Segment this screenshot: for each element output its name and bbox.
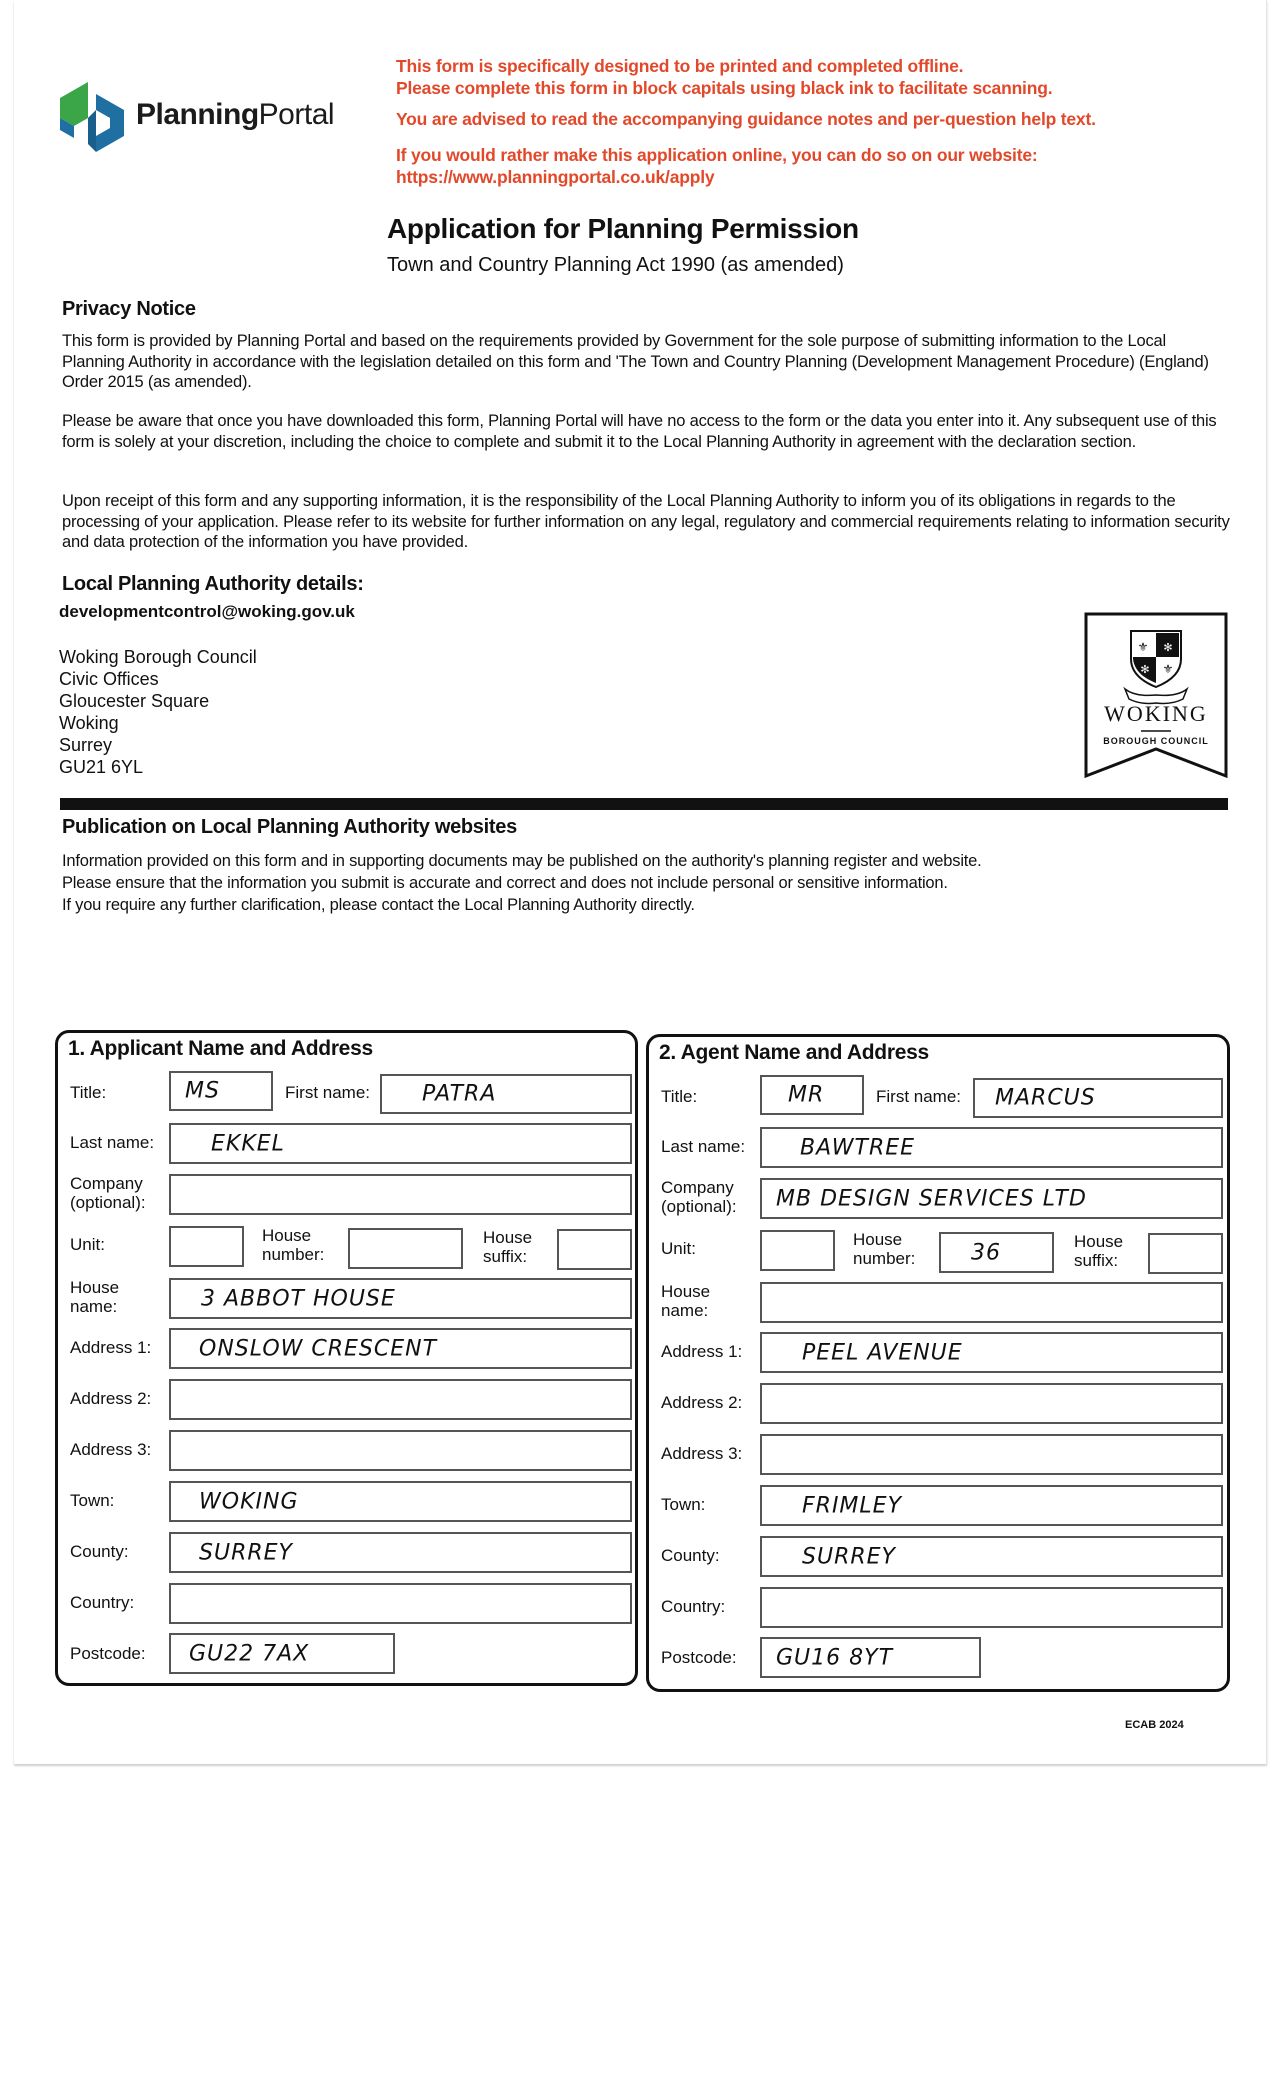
publication-heading: Publication on Local Planning Authority websites — [62, 816, 517, 838]
logo-wordmark — [136, 98, 334, 132]
lpa-email[interactable]: developmentcontrol@woking.gov.uk — [59, 602, 355, 621]
agent-address2-field[interactable] — [760, 1383, 1223, 1424]
county-label: County: — [70, 1542, 129, 1561]
house-number-label-line1: House — [853, 1230, 903, 1249]
privacy-paragraph-1: This form is provided by Planning Portal and based on the requirements provided by Government for the sole purpose of submitting information to the Local Planning Authority in accordance with the legislation detailed on this form and 'The Town and Country Planning (Development Management Procedure) (England) Order 2015 (as amended). — [62, 332, 1209, 391]
house-number-label-line2: number: — [262, 1245, 325, 1264]
applicant-last-name-field[interactable] — [169, 1123, 632, 1164]
house-number-label — [853, 1230, 915, 1268]
logo-bold-text: Planning — [136, 98, 259, 131]
address1-label: Address 1: — [70, 1338, 152, 1357]
applicant-country-field[interactable] — [169, 1583, 632, 1624]
crest-banner-icon — [1083, 611, 1229, 779]
online-link[interactable]: https://www.planningportal.co.uk/apply — [396, 167, 715, 187]
page-title: Application for Planning Permission — [387, 213, 859, 244]
agent-house-name-field[interactable] — [760, 1282, 1223, 1323]
agent-last-name-field[interactable] — [760, 1127, 1223, 1168]
applicant-last-name-value: EKKEL — [211, 1131, 285, 1156]
postcode-label: Postcode: — [661, 1648, 737, 1667]
house-name-label-line1: House — [70, 1278, 120, 1297]
agent-title-value: MR — [788, 1082, 825, 1108]
privacy-paragraph-3: Upon receipt of this form and any supporting information, it is the responsibility of the Local Planning Authority to inform you of its obligations in regards to the processing of your application. Please refer to its website for further information on any legal, regulatory and commercial requirements relating to information security and data protection of the information you have provided. — [62, 492, 1230, 551]
agent-title-field[interactable] — [760, 1075, 864, 1115]
house-suffix-label-line1: House — [483, 1228, 533, 1247]
planning-portal-logo-icon — [58, 78, 128, 154]
applicant-county-field[interactable] — [169, 1532, 632, 1573]
planning-portal-logo — [58, 78, 358, 158]
last-name-label: Last name: — [70, 1133, 155, 1152]
title-label: Title: — [661, 1087, 698, 1106]
applicant-postcode-value: GU22 7AX — [189, 1641, 310, 1666]
applicant-title-value: MS — [185, 1078, 220, 1104]
svg-text:✻: ✻ — [1163, 642, 1173, 654]
unit-label: Unit: — [661, 1239, 696, 1258]
agent-country-field[interactable] — [760, 1587, 1223, 1628]
house-suffix-label — [1074, 1232, 1123, 1270]
agent-house-number-field[interactable] — [939, 1232, 1054, 1273]
last-name-label: Last name: — [661, 1137, 746, 1156]
agent-town-field[interactable] — [760, 1485, 1223, 1526]
applicant-address1-field[interactable] — [169, 1328, 632, 1369]
agent-first-name-value: MARCUS — [995, 1085, 1096, 1111]
house-name-label-line2: name: — [70, 1297, 118, 1316]
applicant-first-name-field[interactable] — [380, 1074, 632, 1114]
agent-address1-field[interactable] — [760, 1332, 1223, 1373]
country-label: Country: — [661, 1597, 726, 1616]
country-label: Country: — [70, 1593, 135, 1612]
agent-postcode-value: GU16 8YT — [776, 1645, 894, 1670]
page-subtitle: Town and Country Planning Act 1990 (as amended) — [387, 254, 844, 276]
house-name-label — [70, 1278, 119, 1316]
applicant-address3-field[interactable] — [169, 1430, 632, 1471]
lpa-address-line: Surrey — [59, 735, 113, 755]
lpa-address — [59, 646, 257, 778]
company-label-line2: (optional): — [70, 1193, 146, 1212]
company-label-line2: (optional): — [661, 1197, 737, 1216]
applicant-title-field[interactable] — [169, 1071, 273, 1111]
publication-line-2: Please ensure that the information you submit is accurate and correct and does not include personal or sensitive information. — [62, 874, 948, 892]
house-number-label-line2: number: — [853, 1249, 916, 1268]
house-suffix-label-line1: House — [1074, 1232, 1124, 1251]
first-name-label: First name: — [285, 1083, 371, 1102]
house-number-label — [262, 1226, 324, 1264]
applicant-unit-field[interactable] — [169, 1226, 244, 1267]
applicant-address1-value: ONSLOW CRESCENT — [199, 1336, 438, 1361]
notice-online: If you would rather make this application online, you can do so on our website: — [396, 145, 1038, 165]
svg-text:✻: ✻ — [1140, 664, 1150, 676]
agent-section — [646, 1034, 1230, 1692]
notice-guidance: You are advised to read the accompanying guidance notes and per-question help text. — [396, 109, 1096, 129]
applicant-address2-field[interactable] — [169, 1379, 632, 1420]
crest-subtitle: BOROUGH COUNCIL — [1103, 736, 1209, 746]
agent-postcode-field[interactable] — [760, 1637, 981, 1678]
applicant-county-value: SURREY — [199, 1540, 293, 1565]
address3-label: Address 3: — [661, 1444, 743, 1463]
agent-town-value: FRIMLEY — [802, 1493, 903, 1518]
agent-house-suffix-field[interactable] — [1148, 1233, 1223, 1274]
lpa-heading: Local Planning Authority details: — [62, 573, 364, 595]
lpa-address-line: Civic Offices — [59, 669, 159, 689]
company-label-line1: Company — [661, 1178, 734, 1197]
applicant-section — [55, 1030, 638, 1686]
town-label: Town: — [70, 1491, 115, 1510]
address2-label: Address 2: — [70, 1389, 152, 1408]
first-name-label: First name: — [876, 1087, 962, 1106]
notice-offline: This form is specifically designed to be printed and completed offline. — [396, 56, 964, 76]
privacy-paragraph-2: Please be aware that once you have downloaded this form, Planning Portal will have no access to the form or the data you enter into it. Any subsequent use of this form is solely at your discretion, including the choice to complete and submit it to the Local Planning Authority in agreement with the declaration section. — [62, 412, 1217, 451]
company-label-line1: Company — [70, 1174, 143, 1193]
applicant-town-field[interactable] — [169, 1481, 632, 1522]
notice-block-capitals: Please complete this form in block capitals using black ink to facilitate scanning. — [396, 78, 1053, 98]
applicant-town-value: WOKING — [199, 1489, 299, 1514]
agent-first-name-field[interactable] — [973, 1078, 1223, 1118]
agent-unit-field[interactable] — [760, 1230, 835, 1271]
address1-label: Address 1: — [661, 1342, 743, 1361]
form-code: ECAB 2024 — [1125, 1719, 1184, 1731]
county-label: County: — [661, 1546, 720, 1565]
section-divider — [60, 798, 1228, 810]
lpa-address-line: GU21 6YL — [59, 757, 144, 777]
agent-county-value: SURREY — [802, 1544, 896, 1569]
house-suffix-label-line2: suffix: — [483, 1247, 528, 1266]
applicant-heading: 1. Applicant Name and Address — [68, 1037, 373, 1060]
unit-label: Unit: — [70, 1235, 105, 1254]
applicant-house-suffix-field[interactable] — [557, 1229, 632, 1270]
privacy-heading: Privacy Notice — [62, 298, 196, 320]
lpa-address-line: Gloucester Square — [59, 691, 210, 711]
applicant-house-number-field[interactable] — [348, 1228, 463, 1269]
agent-address3-field[interactable] — [760, 1434, 1223, 1475]
house-suffix-label-line2: suffix: — [1074, 1251, 1119, 1270]
applicant-house-name-field[interactable] — [169, 1278, 632, 1319]
agent-county-field[interactable] — [760, 1536, 1223, 1577]
lpa-address-line: Woking Borough Council — [59, 647, 257, 667]
town-label: Town: — [661, 1495, 706, 1514]
woking-council-logo — [1083, 611, 1229, 779]
house-number-label-line1: House — [262, 1226, 312, 1245]
svg-text:⚜: ⚜ — [1162, 662, 1174, 676]
publication-line-3: If you require any further clarification, please contact the Local Planning Authority directly. — [62, 896, 695, 914]
house-name-label-line1: House — [661, 1282, 711, 1301]
logo-light-text: Portal — [258, 98, 335, 131]
agent-company-value: MB DESIGN SERVICES LTD — [776, 1186, 1087, 1211]
lpa-address-line: Woking — [59, 713, 119, 733]
publication-line-1: Information provided on this form and in supporting documents may be published on the authority's planning register and website. — [62, 852, 982, 870]
agent-heading: 2. Agent Name and Address — [659, 1041, 929, 1064]
house-suffix-label — [483, 1228, 532, 1266]
applicant-company-field[interactable] — [169, 1174, 632, 1215]
address3-label: Address 3: — [70, 1440, 152, 1459]
address2-label: Address 2: — [661, 1393, 743, 1412]
postcode-label: Postcode: — [70, 1644, 146, 1663]
agent-address1-value: PEEL AVENUE — [802, 1340, 963, 1365]
house-name-label-line2: name: — [661, 1301, 709, 1320]
crest-name: WOKING — [1104, 701, 1208, 726]
company-label — [70, 1174, 146, 1212]
applicant-house-name-value: 3 ABBOT HOUSE — [201, 1286, 396, 1311]
agent-house-number-value: 36 — [971, 1240, 1001, 1265]
applicant-postcode-field[interactable] — [169, 1633, 395, 1674]
title-label: Title: — [70, 1083, 107, 1102]
applicant-first-name-value: PATRA — [422, 1081, 497, 1107]
agent-company-field[interactable] — [760, 1178, 1223, 1219]
company-label — [661, 1178, 737, 1216]
svg-text:⚜: ⚜ — [1137, 640, 1149, 654]
house-name-label — [661, 1282, 710, 1320]
agent-last-name-value: BAWTREE — [800, 1135, 916, 1160]
